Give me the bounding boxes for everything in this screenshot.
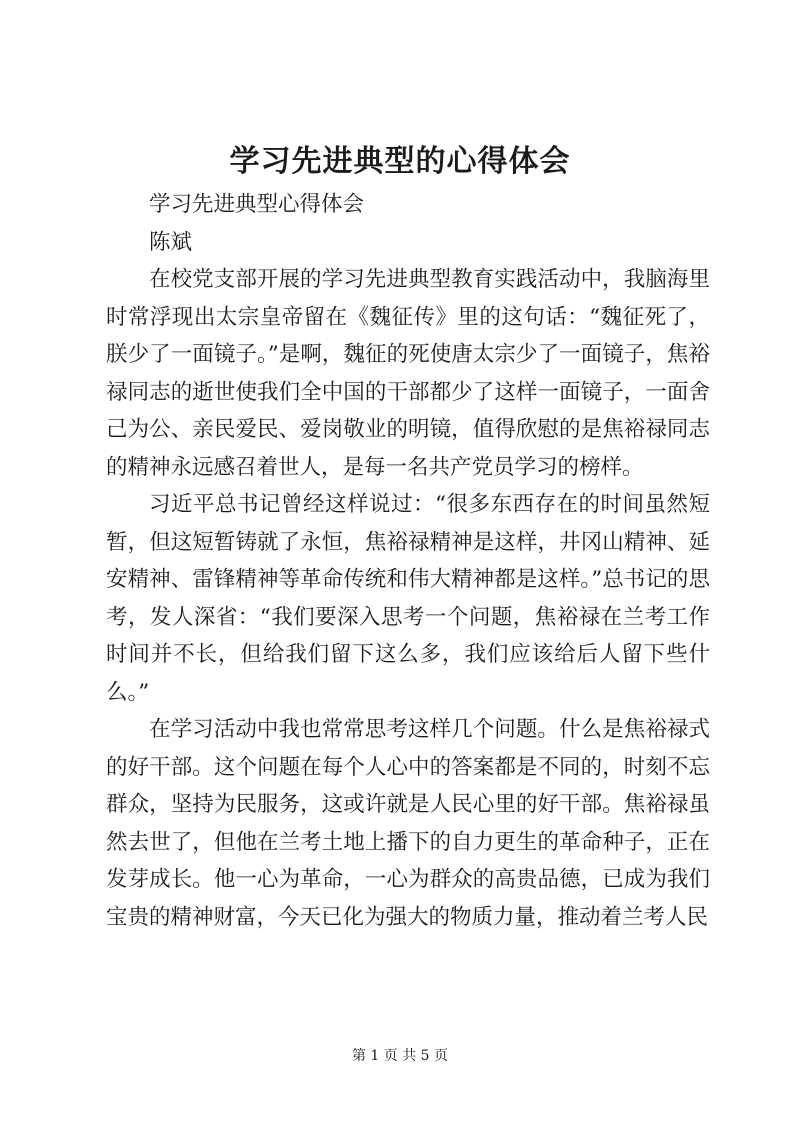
body-paragraph: 在学习活动中我也常常思考这样几个问题。什么是焦裕禄式的好干部。这个问题在每个人心中的答案都是不同的，时刻不忘群众，坚持为民服务，这或许就是人民心里的好干部。焦裕禄虽然去世了，但他在兰考土地上播下的自力更生的革命种子，正在发芽成长。他一心为革命，一心为群众的高贵品德，已成为我们宝贵的精神财富，今天已化为强大的物质力量，推动着兰考人民: [106, 717, 710, 930]
page-number-footer: 第 1 页 共 5 页: [351, 1048, 449, 1064]
author-line: 陈斌: [149, 229, 193, 255]
document-title: 学习先进典型的心得体会: [229, 144, 571, 179]
body-paragraph: 习近平总书记曾经这样说过：“很多东西存在的时间虽然短暂，但这短暂铸就了永恒，焦裕禄精神是这样，井冈山精神、延安精神、雷锋精神等革命传统和伟大精神都是这样。”总书记的思考，发人深省：“我们要深入思考一个问题，焦裕禄在兰考工作时间并不长，但给我们留下这么多，我们应该给后人留下些什么。”: [106, 492, 710, 705]
subtitle-line: 学习先进典型心得体会: [149, 192, 365, 217]
body-paragraph: 在校党支部开展的学习先进典型教育实践活动中，我脑海里时常浮现出太宗皇帝留在《魏征传》里的这句话：“魏征死了，朕少了一面镜子。”是啊，魏征的死使唐太宗少了一面镜子，焦裕禄同志的逝世使我们全中国的干部都少了这样一面镜子，一面舍己为公、亲民爱民、爱岗敬业的明镜，值得欣慰的是焦裕禄同志的精神永远感召着世人，是每一名共产党员学习的榜样。: [106, 267, 710, 480]
document-body: [106, 186, 710, 936]
